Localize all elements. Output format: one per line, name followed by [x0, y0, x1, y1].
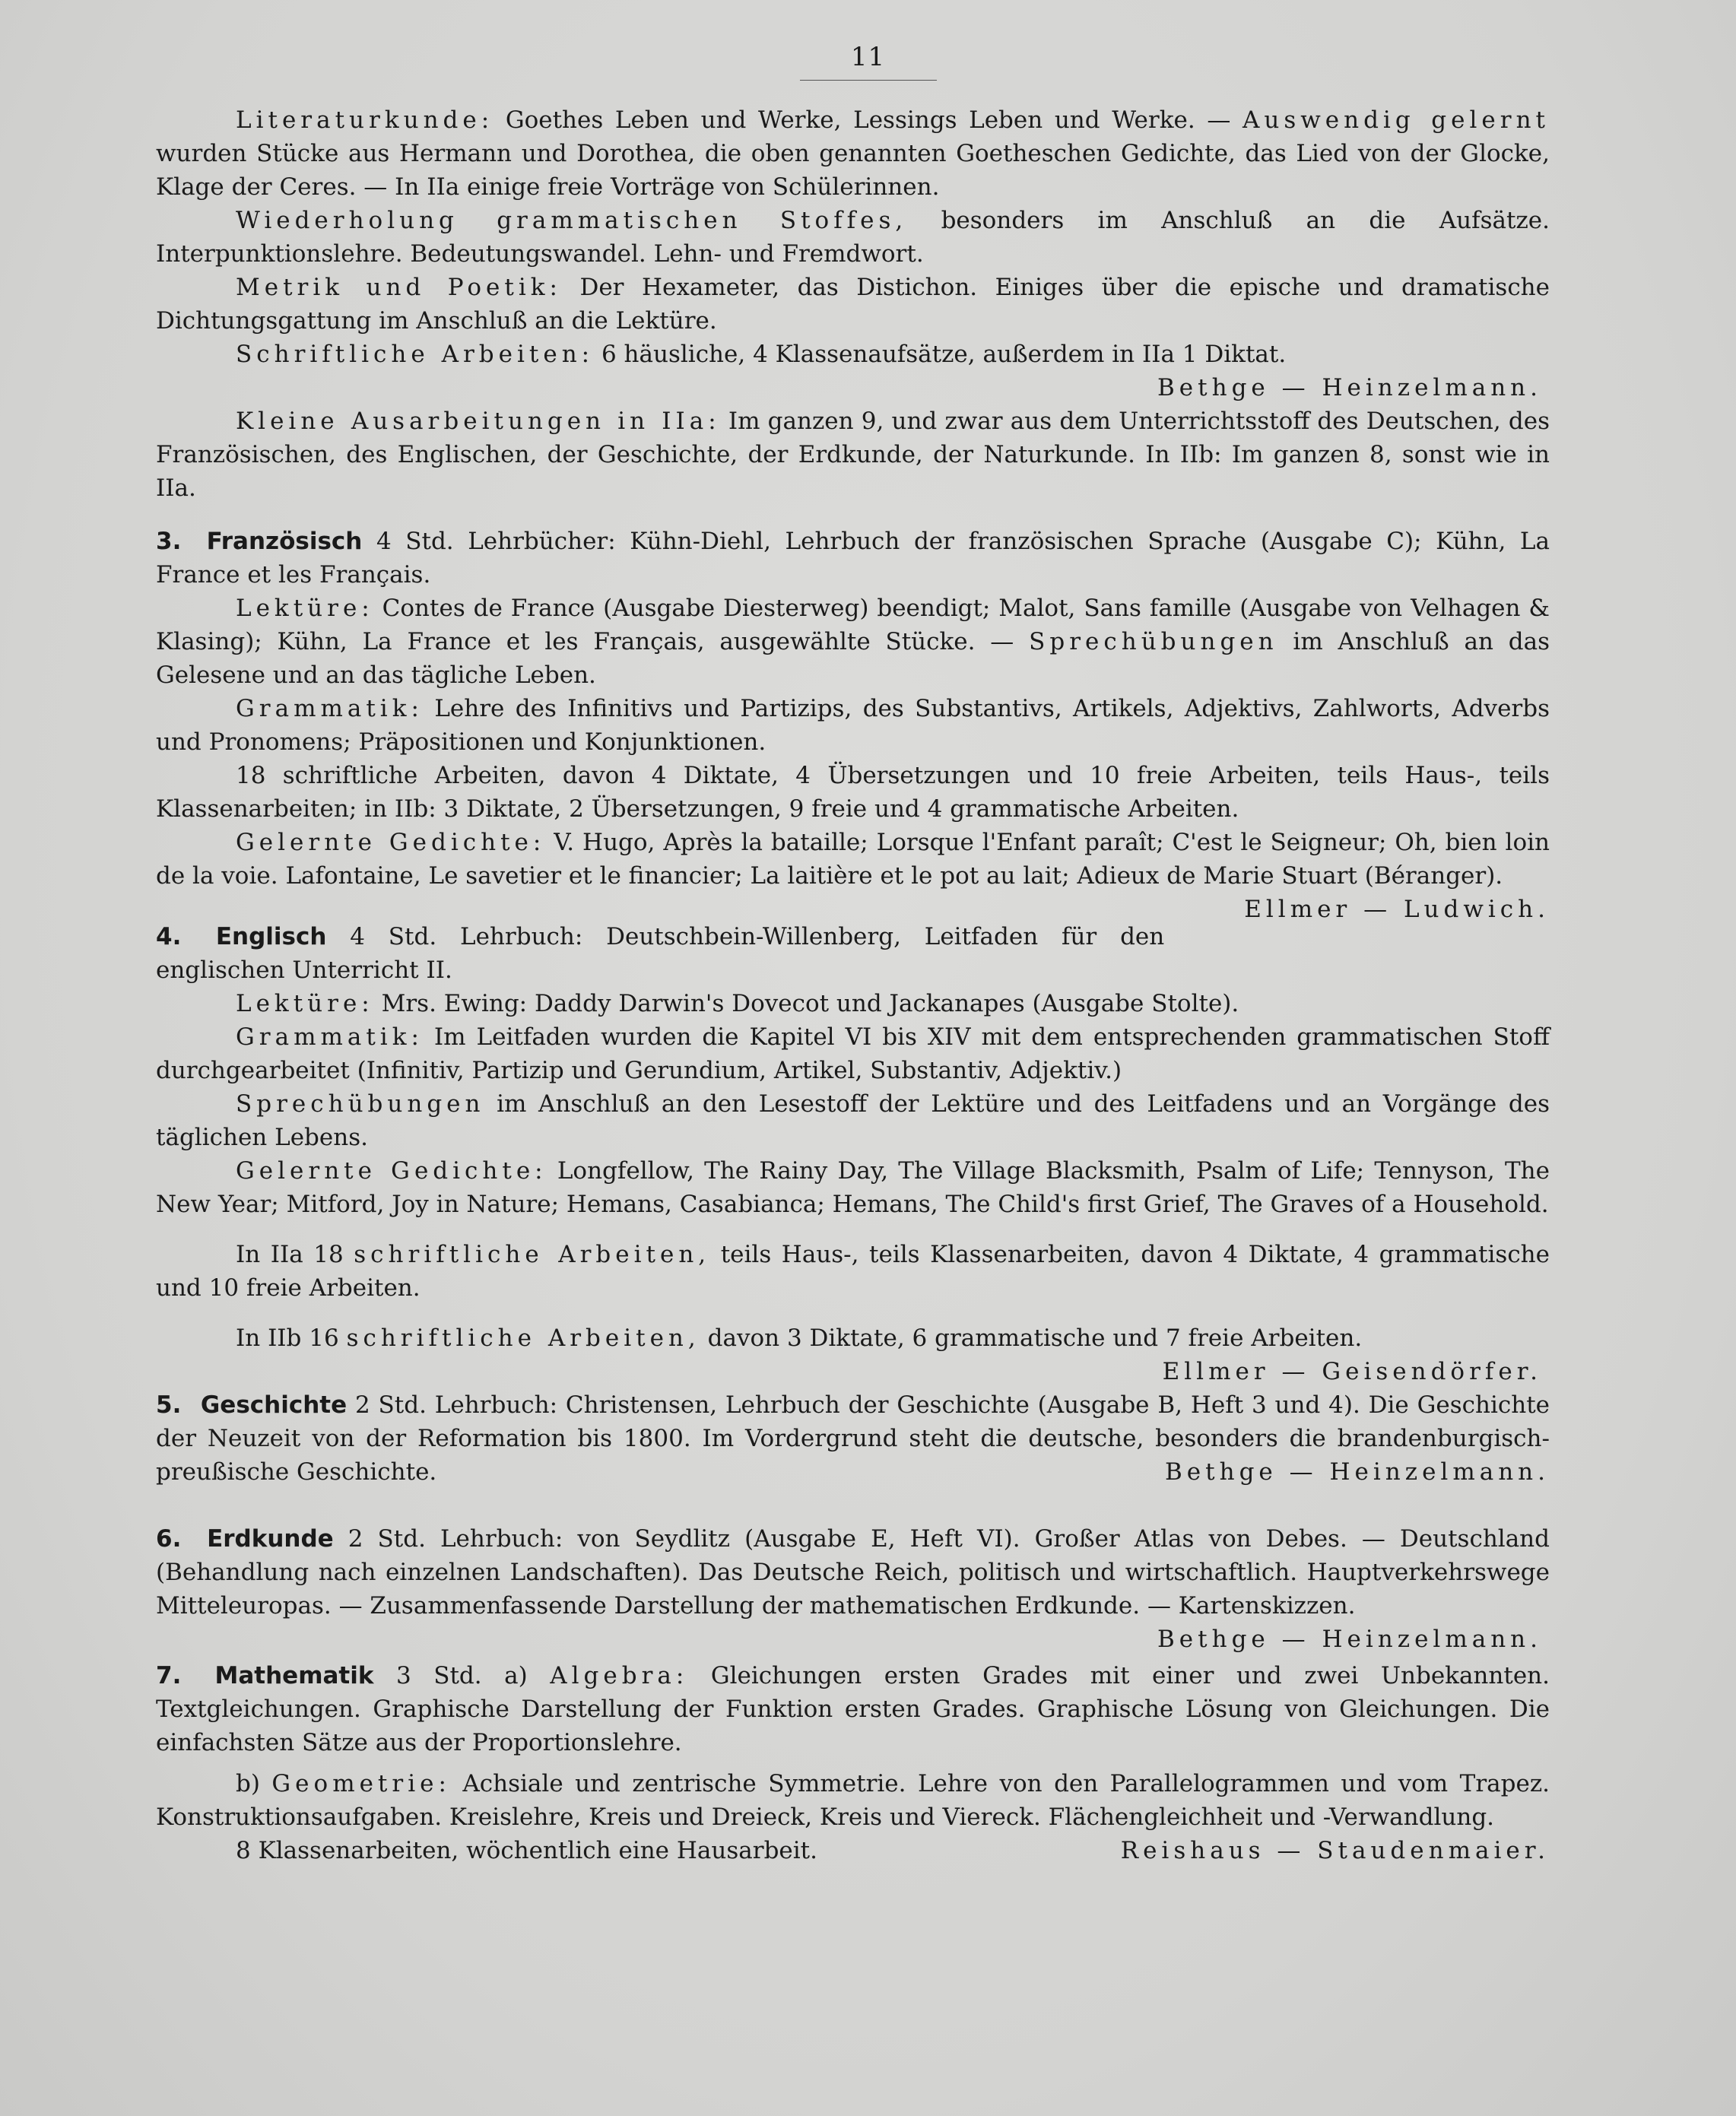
page-number-rule	[800, 80, 937, 81]
section-heading-line: 3. Französisch 4 Std. Lehrbücher: Kühn-Diehl, Lehrbuch der französischen Sprache (Ausgabe C); Kühn, La France et les Français.	[156, 528, 1550, 588]
intro-paragraph-ausarbeitungen: Kleine Ausarbeitungen in IIa: Im ganzen 9, und zwar aus dem Unterrichtsstoff des Deutschen, des Französischen, des Englischen, der Geschichte, der Erdkunde, der Naturkunde. In IIb: Im ganzen 8, sonst wie in IIa.	[156, 408, 1550, 502]
section-title: Mathematik	[214, 1662, 374, 1689]
signature-teachers: Bethge — Heinzelmann.	[1157, 374, 1542, 401]
label-literaturkunde: Literaturkunde:	[236, 106, 494, 134]
signature-teachers: Bethge — Heinzelmann.	[1165, 1458, 1550, 1486]
intro-paragraph-grammar: Wiederholung grammatischen Stoffes, besonders im Anschluß an die Aufsätze. Interpunktionslehre. Bedeutungswandel. Lehn- und Fremdwort.	[156, 207, 1550, 268]
label-auswendig: Auswendig gelernt	[1242, 106, 1550, 134]
section-title: Englisch	[215, 923, 327, 950]
intro-paragraph-arbeiten: Schriftliche Arbeiten: 6 häusliche, 4 Klassenaufsätze, außerdem in IIa 1 Diktat.	[236, 341, 1287, 368]
section-title: Französisch	[206, 528, 363, 555]
section-franzoesisch: 3. Französisch 4 Std. Lehrbücher: Kühn-Diehl, Lehrbuch der französischen Sprache (Ausgabe C); Kühn, La France et les Français. Lektüre: Contes de France (Ausgabe Diesterweg) beendigt; Malot, Sans famille (Ausgabe von Velhagen & Klasing); Kühn, La France et les Français, ausgewählte Stücke. — Sprechübungen im Anschluß an das Gelesene und an das tägliche Leben. Grammatik: Lehre des Infinitivs und Partizips, des Substantivs, Artikels, Adjektivs, Zahlworts, Adverbs und Pronomens; Präpositionen und Konjunktionen. 18 schriftliche Arbeiten, davon 4 Diktate, 4 Übersetzungen und 10 freie Arbeiten, teils Haus-, teils Klassenarbeiten; in IIb: 3 Diktate, 2 Übersetzungen, 9 freie und 4 grammatische Arbeiten. Gelernte Gedichte: V. Hugo, Après la bataille; Lorsque l'Enfant paraît; C'est le Seigneur; Oh, bien loin de la voie. Lafontaine, Le savetier et le financier; La laitière et le pot au lait; Adieux de Marie Stuart (Béranger). Ellmer — Ludwich.	[156, 525, 1550, 893]
signature-teachers: Ellmer — Ludwich.	[1244, 896, 1550, 923]
signature-teachers: Ellmer — Geisendörfer.	[1162, 1358, 1542, 1385]
signature-teachers: Reishaus — Staudenmaier.	[1120, 1837, 1550, 1864]
page-number: 11	[850, 42, 886, 72]
section-heading-line: 6. Erdkunde 2 Std. Lehrbuch: von Seydlitz (Ausgabe E, Heft VI). Großer Atlas von Debes. — Deutschland (Behandlung nach einzelnen Landschaften). Das Deutsche Reich, politisch und wirtschaftlich. Hauptverkehrswege Mitteleuropas. — Zusammenfassende Darstellung der mathematischen Erdkunde. — Kartenskizzen.	[156, 1525, 1550, 1620]
intro-paragraph-literature: Literaturkunde: Goethes Leben und Werke, Lessings Leben und Werke. — Auswendig gelernt wurden Stücke aus Hermann und Dorothea, die oben genannten Goetheschen Gedichte, das Lied von der Glocke, Klage der Ceres. — In IIa einige freie Vorträge von Schülerinnen.	[156, 106, 1550, 201]
signature-teachers: Bethge — Heinzelmann.	[1157, 1626, 1542, 1653]
section-title: Geschichte	[200, 1391, 348, 1419]
section-geschichte	[156, 1388, 1550, 1489]
section-heading-line: 5. Geschichte 2 Std. Lehrbuch: Christensen, Lehrbuch der Geschichte (Ausgabe B, Heft 3 und 4). Die Geschichte der Neuzeit von der Reformation bis 1800. Im Vordergrund steht die deutsche, besonders die brandenburgisch-preußische Geschichte. Bethge — Heinzelmann.	[156, 1388, 1550, 1489]
section-mathematik: 7. Mathematik 3 Std. a) Algebra: Gleichungen ersten Grades mit einer und zwei Unbekannten. Textgleichungen. Graphische Darstellung der Funktion ersten Grades. Graphische Lösung von Gleichungen. Die einfachsten Sätze aus der Proportionslehre. b) Geometrie: Achsiale und zentrische Symmetrie. Lehre von den Parallelogrammen und vom Trapez. Konstruktionsaufgaben. Kreislehre, Kreis und Dreieck, Kreis und Viereck. Flächengleichheit und -Verwandlung. 8 Klassenarbeiten, wöchentlich eine Hausarbeit. Reishaus — Staudenmaier.	[156, 1659, 1550, 1867]
section-title: Erdkunde	[207, 1525, 334, 1553]
section-heading-line: 7. Mathematik 3 Std. a) Algebra: Gleichungen ersten Grades mit einer und zwei Unbekannten. Textgleichungen. Graphische Darstellung der Funktion ersten Grades. Graphische Lösung von Gleichungen. Die einfachsten Sätze aus der Proportionslehre.	[156, 1662, 1550, 1756]
intro-paragraph-metrik: Metrik und Poetik: Der Hexameter, das Distichon. Einiges über die epische und dramatische Dichtungsgattung im Anschluß an die Lektüre.	[156, 274, 1550, 335]
section-erdkunde	[156, 1522, 1550, 1656]
section-englisch: 4. Englisch 4 Std. Lehrbuch: Deutschbein-Willenberg, Leitfaden für den englischen Unterricht II. Lektüre: Mrs. Ewing: Daddy Darwin's Dovecot und Jackanapes (Ausgabe Stolte). Grammatik: Im Leitfaden wurden die Kapitel VI bis XIV mit dem entsprechenden grammatischen Stoff durchgearbeitet (Infinitiv, Partizip und Gerundium, Artikel, Substantiv, Adjektiv.) Sprechübungen im Anschluß an den Lesestoff der Lektüre und des Leitfadens und an Vorgänge des täglichen Lebens. Gelernte Gedichte: Longfellow, The Rainy Day, The Village Blacksmith, Psalm of Life; Tennyson, The New Year; Mitford, Joy in Nature; Hemans, Casabianca; Hemans, The Child's first Grief, The Graves of a Household. In IIa 18 schriftliche Arbeiten, teils Haus-, teils Klassenarbeiten, davon 4 Diktate, 4 grammatische und 10 freie Arbeiten. In IIb 16 schriftliche Arbeiten, davon 3 Diktate, 6 grammatische und 7 freie Arbeiten. Ellmer — Geisendörfer.	[156, 920, 1550, 1388]
section-heading-line: 4. Englisch 4 Std. Lehrbuch: Deutschbein-Willenberg, Leitfaden für den englischen Unterricht II.	[156, 923, 1165, 984]
